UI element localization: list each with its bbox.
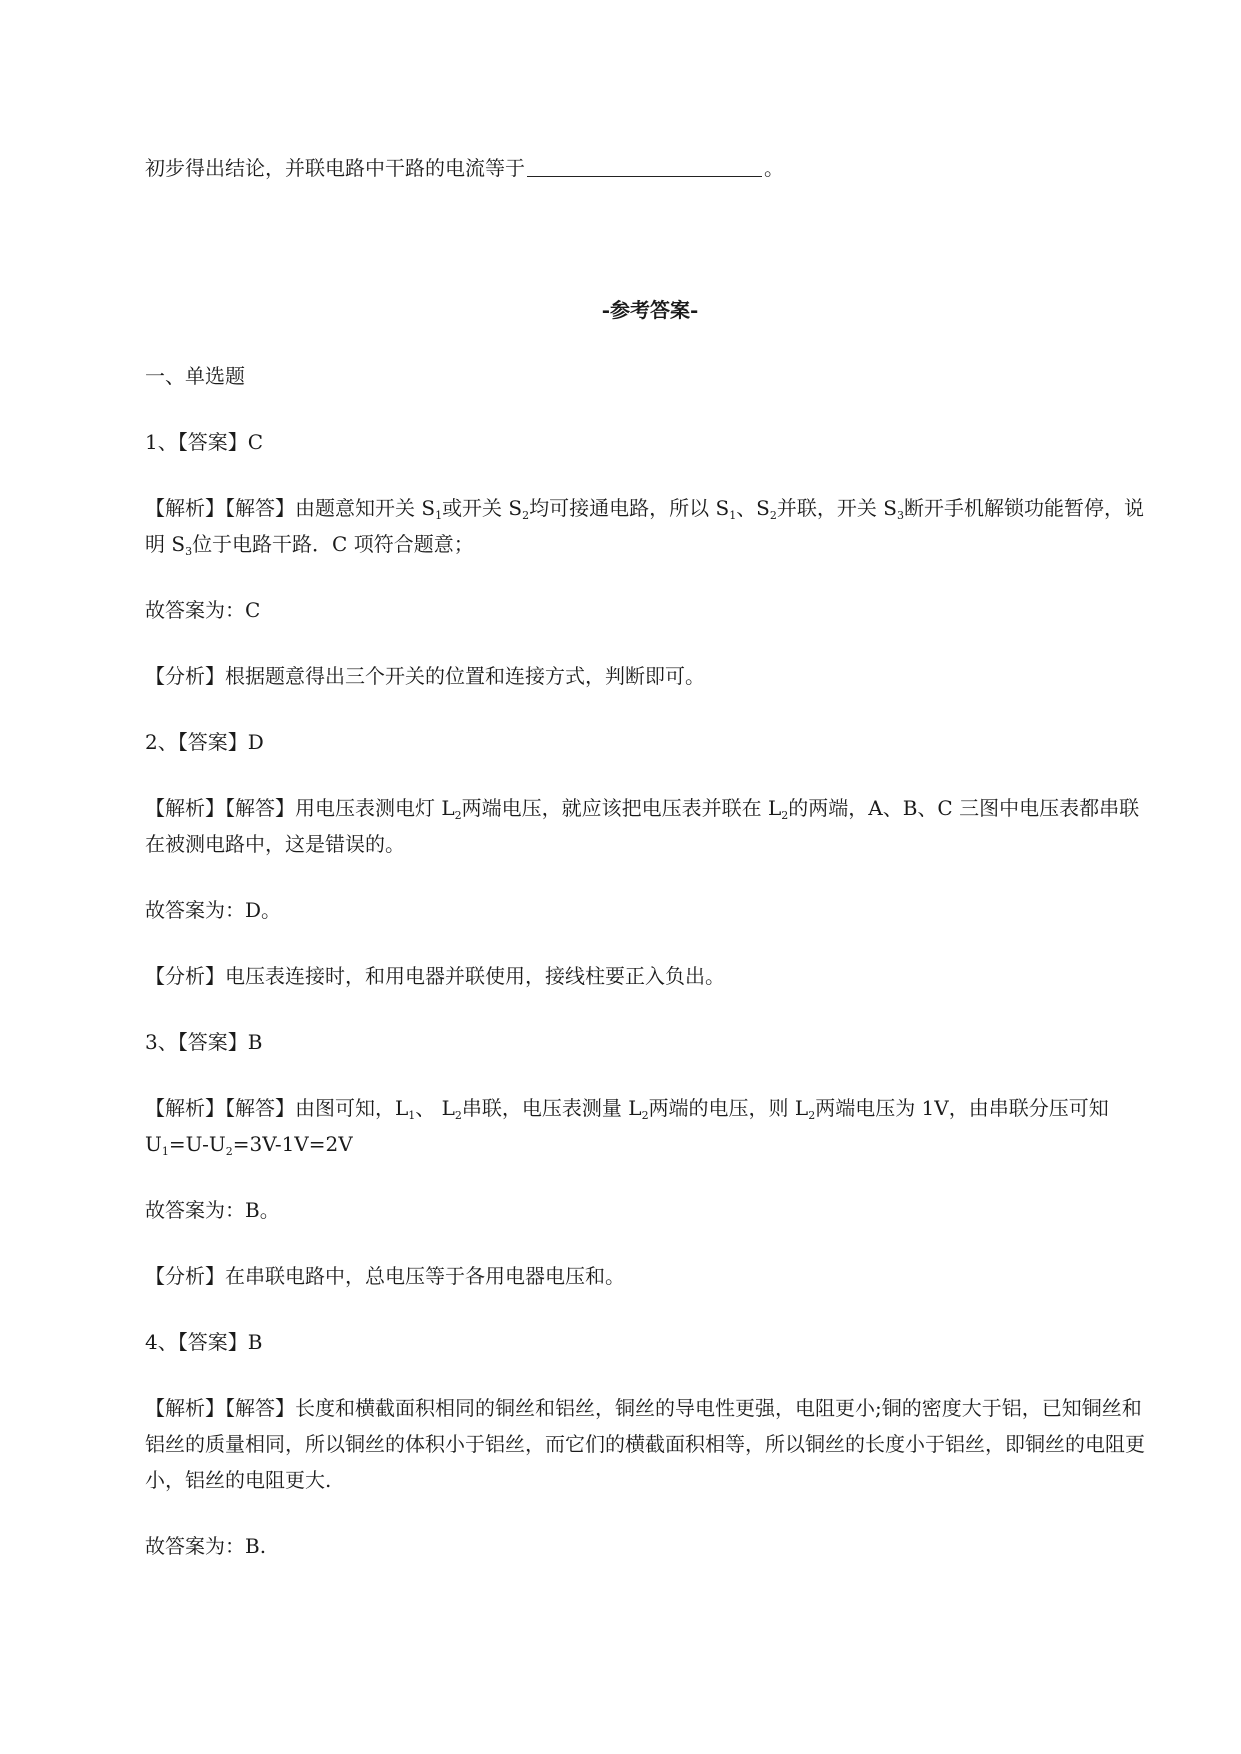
q4-explanation: 【解析】【解答】长度和横截面积相同的铜丝和铝丝，铜丝的导电性更强，电阻更小;铜的密度大于铝，已知铜丝和铝丝的质量相同，所以铜丝的体积小于铝丝，而它们的横截面积相等，所以铜丝的长度小于铝丝，即铜丝的电阻更小，铝丝的电阻更大.	[145, 1396, 1145, 1492]
q3-explanation: 【解析】【解答】由图可知，$L_1$、 $L_2$串联，电压表测量 $L_2$两端的电压，则 $L_2$两端电压为 1V，由串联分压可知 $U_1=U-U_2=3V-1V=2V$	[145, 1096, 1109, 1158]
q4-final: 故答案为：B.	[145, 1534, 267, 1558]
intro-paragraph	[145, 150, 1155, 186]
q3-answer: 3、【答案】B	[145, 1030, 263, 1054]
q1-explanation: 【解析】【解答】由题意知开关 $S_1$或开关 $S_2$均可接通电路，所以 $S_1$、$S_2$并联，开关 $S_3$断开手机解锁功能暂停，说明 $S_3$位于电路干路．C 项符合题意；	[145, 496, 1144, 558]
q4-answer: 4、【答案】B	[145, 1330, 263, 1354]
document-page	[145, 150, 1155, 1564]
intro-end: 。	[764, 156, 784, 180]
q2-final: 故答案为：D。	[145, 898, 282, 922]
section-title: 一、单选题	[145, 364, 245, 388]
q1-analysis: 【分析】根据题意得出三个开关的位置和连接方式，判断即可。	[145, 664, 705, 688]
answer-key-title: -参考答案-	[601, 298, 699, 322]
q1-answer: 1、【答案】C	[145, 430, 264, 454]
intro-text: 初步得出结论，并联电路中干路的电流等于	[145, 156, 525, 180]
q3-analysis: 【分析】在串联电路中，总电压等于各用电器电压和。	[145, 1264, 625, 1288]
fill-in-blank[interactable]	[527, 158, 762, 177]
q3-final: 故答案为：B。	[145, 1198, 280, 1222]
q1-final: 故答案为：C	[145, 598, 261, 622]
q2-answer: 2、【答案】D	[145, 730, 264, 754]
q2-explanation: 【解析】【解答】用电压表测电灯 $L_2$两端电压，就应该把电压表并联在 $L_2$的两端，A、B、C 三图中电压表都串联在被测电路中，这是错误的。	[145, 796, 1140, 856]
q2-analysis: 【分析】电压表连接时，和用电器并联使用，接线柱要正入负出。	[145, 964, 725, 988]
